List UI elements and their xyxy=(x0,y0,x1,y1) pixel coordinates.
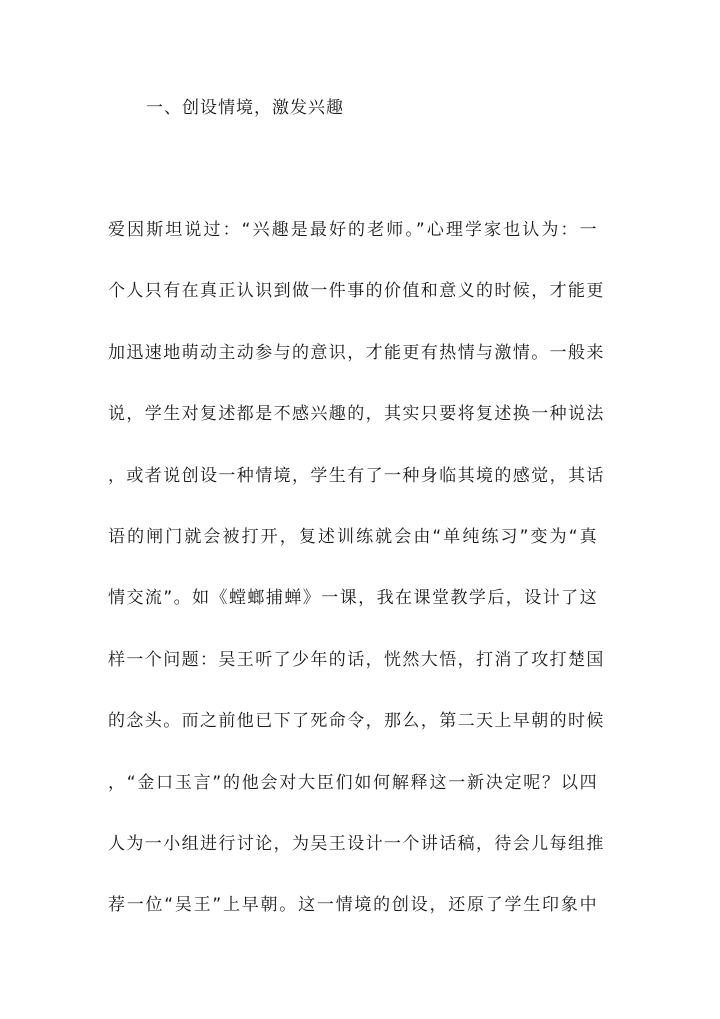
text-line: 的念头。而之前他已下了死命令，那么，第二天上早朝的时候 xyxy=(108,711,605,732)
text-line: 加迅速地萌动主动参与的意识，才能更有热情与激情。一般来 xyxy=(108,342,605,363)
section-heading: 一、创设情境，激发兴趣 xyxy=(146,98,344,118)
body-paragraph xyxy=(108,218,605,955)
text-line: 情交流”。如《螳螂捕蝉》一课，我在课堂教学后，设计了这 xyxy=(108,588,598,609)
text-line: ，“金口玉言”的他会对大臣们如何解释这一新决定呢？以四 xyxy=(108,772,598,793)
text-line: 说，学生对复述都是不感兴趣的，其实只要将复述换一种说法 xyxy=(108,404,605,425)
text-line: 个人只有在真正认识到做一件事的价值和意义的时候，才能更 xyxy=(108,281,605,302)
text-line: 样一个问题：吴王听了少年的话，恍然大悟，打消了攻打楚国 xyxy=(108,649,605,670)
text-line: 语的闸门就会被打开，复述训练就会由“单纯练习”变为“真 xyxy=(108,526,598,547)
text-line: 爱因斯坦说过：“兴趣是最好的老师。”心理学家也认为：一 xyxy=(108,220,598,240)
text-line: 荐一位“吴王”上早朝。这一情境的创设，还原了学生印象中 xyxy=(108,895,598,916)
text-line: 人为一小组进行讨论，为吴王设计一个讲话稿，待会儿每组推 xyxy=(108,833,605,854)
text-line: ，或者说创设一种情境，学生有了一种身临其境的感觉，其话 xyxy=(108,465,605,486)
